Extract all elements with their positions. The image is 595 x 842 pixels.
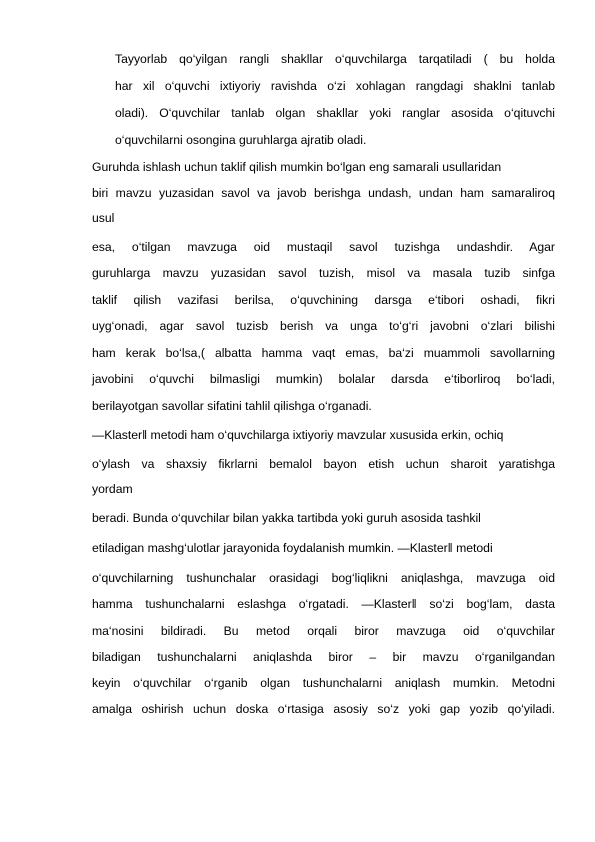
text-line: amalga oshirish uchun doska o‘rtasiga asosiy so‘z yoki gap yozib qo‘yiladi. [92,702,555,716]
text-line: oladi). O‘quvchilar tanlab olgan shakllar yoki ranglar asosida o‘qituvchi [115,106,555,120]
text-line: biladigan tushunchalarni aniqlashda biror – bir mavzu o‘rganilgandan [92,650,555,664]
text-line: hamma tushunchalarni eslashga o‘rgatadi. ―Klaster‖ so‘zi bog‘lam, dasta [92,597,555,611]
text-line: ma‘nosini bildiradi. Bu metod orqali biror mavzuga oid o‘quvchilar [92,624,555,638]
text-line: ham kerak bo‘lsa,( albatta hamma vaqt emas, ba‘zi muammoli savollarning [92,346,555,360]
text-line: ―Klaster‖ metodi ham o‘quvchilarga ixtiyoriy mavzular xususida erkin, ochiq [92,428,504,442]
text-line: beradi. Bunda o‘quvchilar bilan yakka tartibda yoki guruh asosida tashkil [92,511,481,525]
text-line: biri mavzu yuzasidan savol va javob berishga undash, undan ham samaraliroq [92,186,555,200]
text-line: keyin o‘quvchilar o‘rganib olgan tushunchalarni aniqlash mumkin. Metodni [92,676,555,690]
text-line: usul [92,211,115,225]
text-line: Guruhda ishlash uchun taklif qilish mumkin bo‘lgan eng samarali usullaridan [92,160,502,174]
text-line: o‘quvchilarni osongina guruhlarga ajratib oladi. [115,133,367,147]
text-line: Tayyorlab qo‘yilgan rangli shakllar o‘quvchilarga tarqatiladi ( bu holda [115,52,555,66]
text-line: uyg‘onadi, agar savol tuzisb berish va unga to‘g‘ri javobni o‘zlari bilishi [92,319,555,333]
text-line: o‘ylash va shaxsiy fikrlarni bemalol bayon etish uchun sharoit yaratishga [92,457,555,471]
text-line: taklif qilish vazifasi berilsa, o‘quvchining darsga e‘tibori oshadi, fikri [92,293,555,307]
text-line: etiladigan mashg‘ulotlar jarayonida foydalanish mumkin. ―Klaster‖ metodi [92,541,493,555]
text-line: esa, o‘tilgan mavzuga oid mustaqil savol tuzishga undashdir. Agar [92,240,555,254]
text-line: har xil o‘quvchi ixtiyoriy ravishda o‘zi xohlagan rangdagi shaklni tanlab [115,79,555,93]
text-line: berilayotgan savollar sifatini tahlil qilishga o‘rganadi. [92,399,372,413]
text-line: javobini o‘quvchi bilmasligi mumkin) bolalar darsda e‘tiborliroq bo‘ladi, [92,372,555,386]
text-line: guruhlarga mavzu yuzasidan savol tuzish, misol va masala tuzib sinfga [92,266,555,280]
text-line: o‘quvchilarning tushunchalar orasidagi bog‘liqlikni aniqlashga, mavzuga oid [92,571,555,585]
text-line: yordam [92,482,133,496]
